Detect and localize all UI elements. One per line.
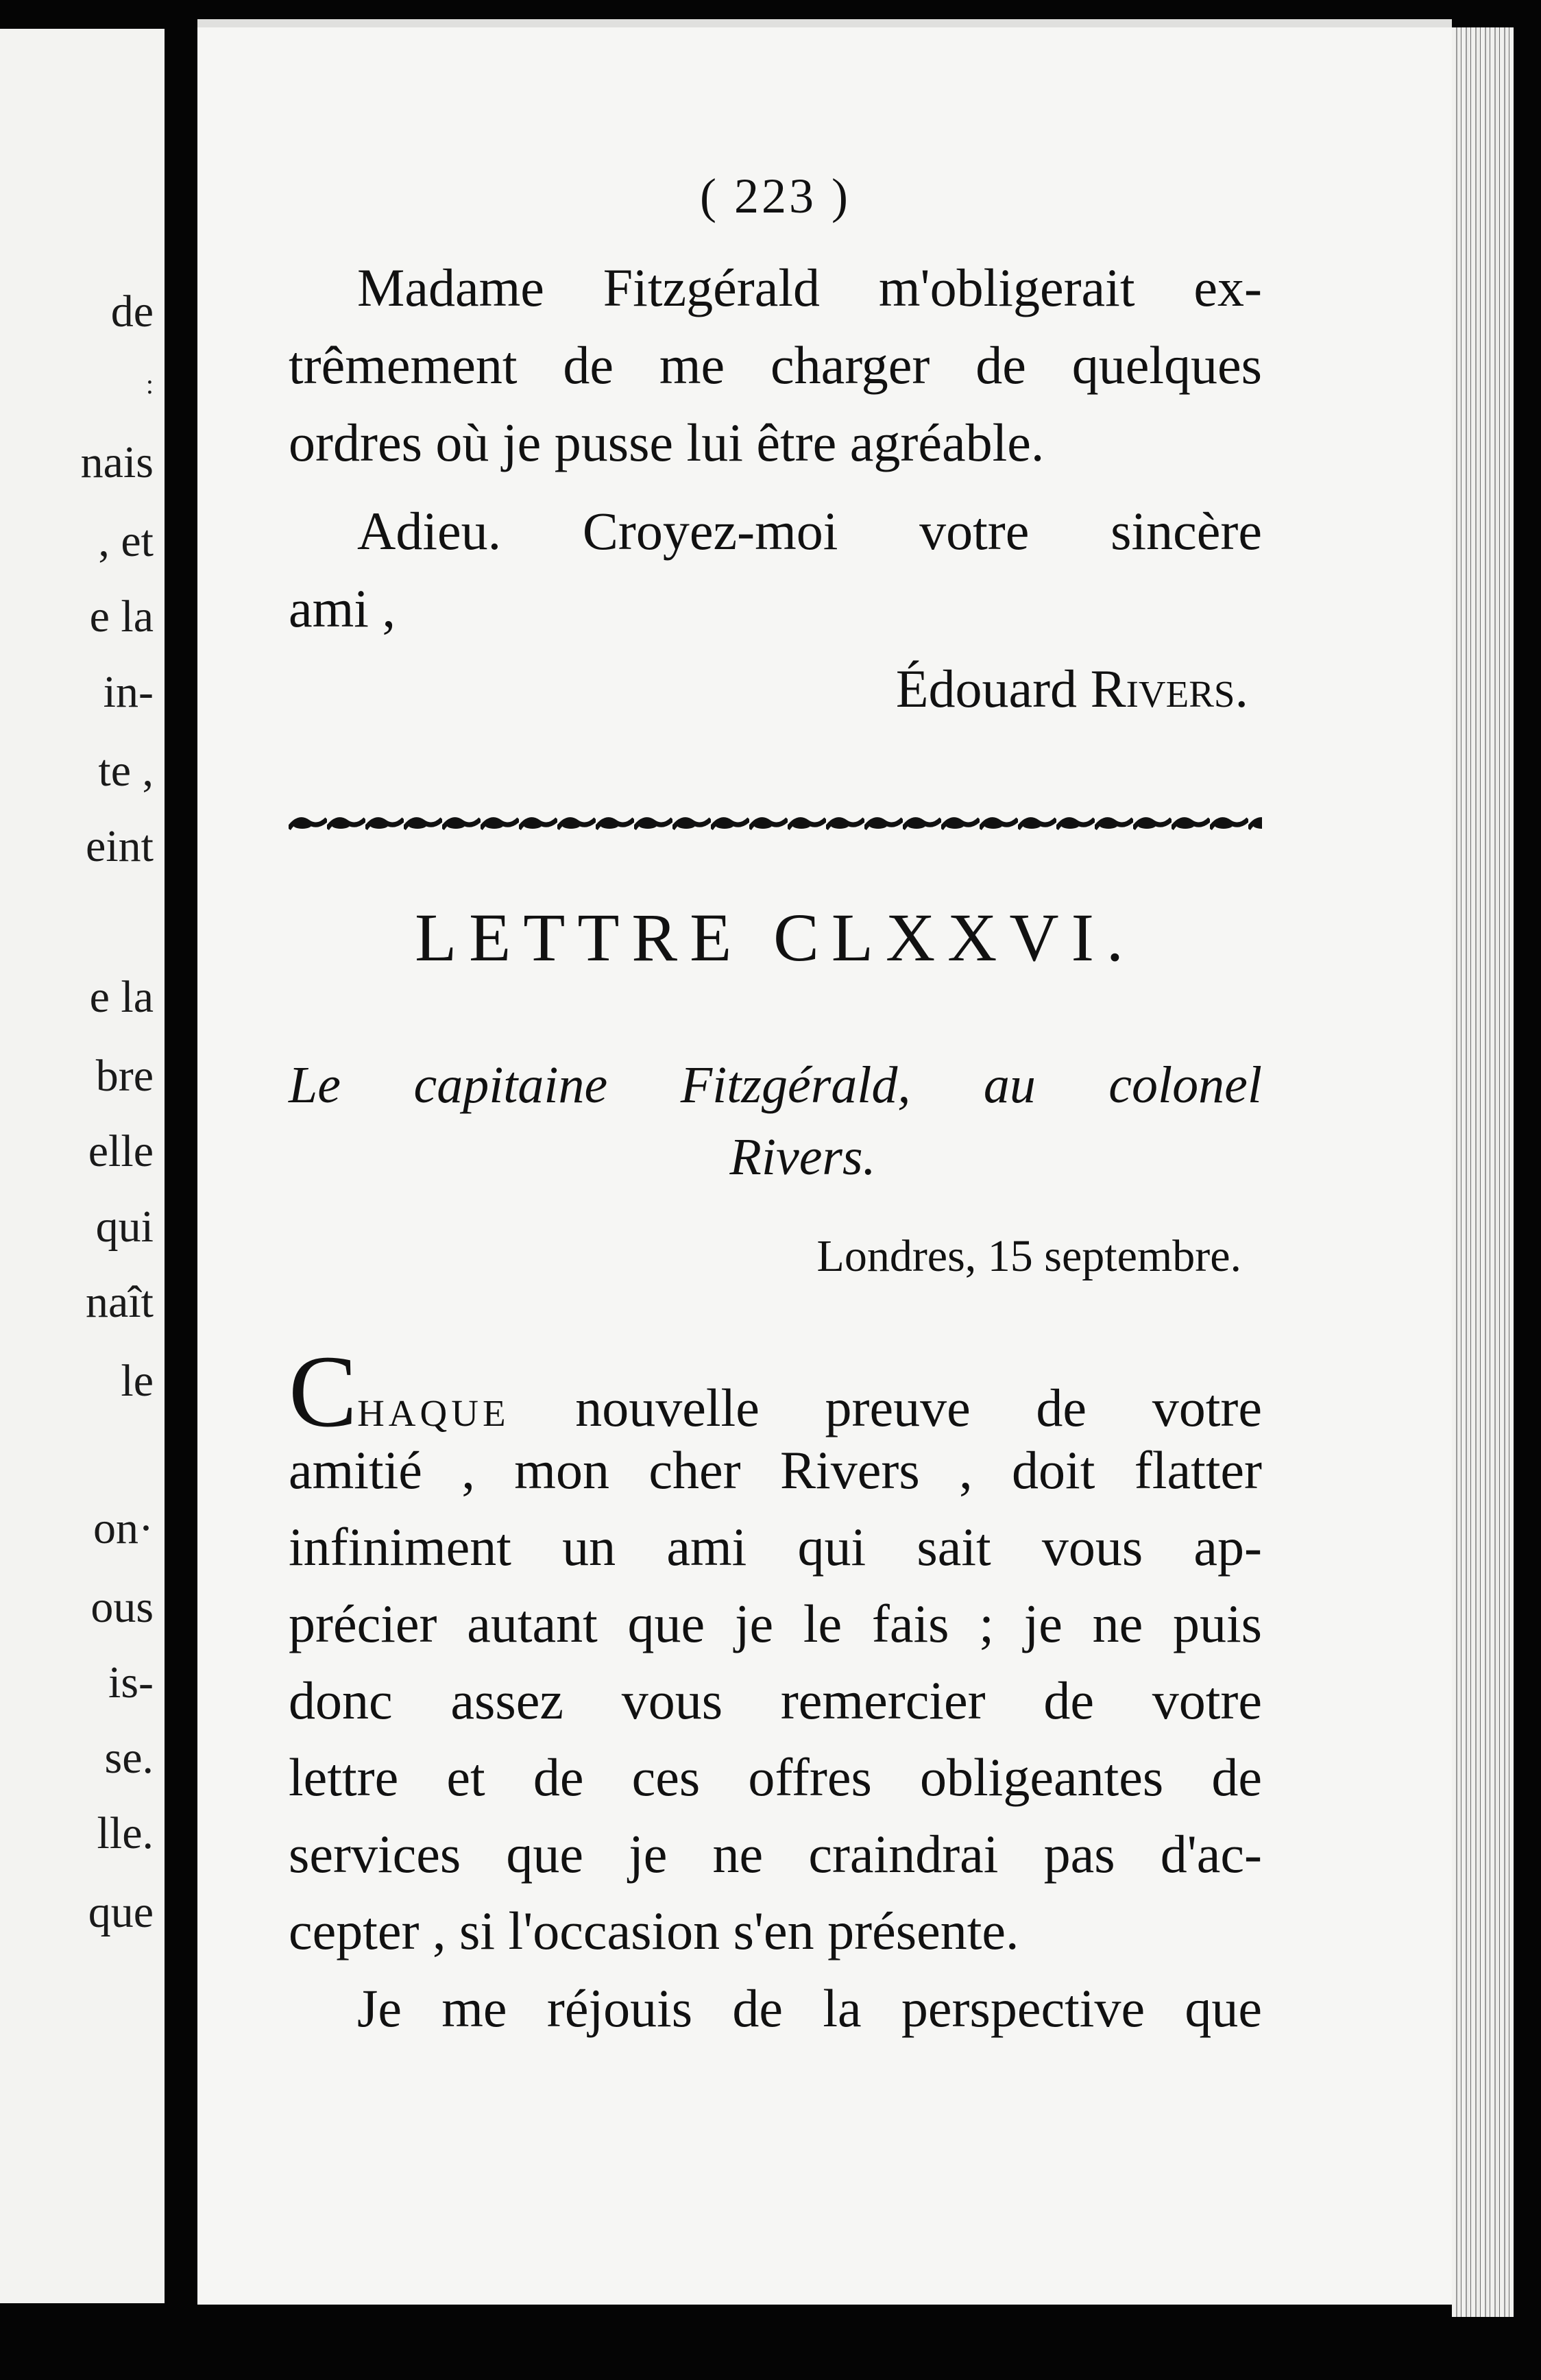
text-line: lettre et de ces offres obligeantes de xyxy=(289,1747,1262,1807)
fragment: e la xyxy=(89,972,154,1022)
text-line: Je me réjouis de la perspective que xyxy=(357,1978,1262,2038)
fragment: lle. xyxy=(97,1808,154,1858)
text-line: précier autant que je le fais ; je ne puis xyxy=(289,1594,1262,1653)
first-word-caps: haque xyxy=(357,1378,510,1437)
fragment: in- xyxy=(103,667,154,717)
signature xyxy=(289,658,1248,720)
text-line: amitié , mon cher Rivers , doit flatter xyxy=(289,1440,1262,1500)
letter-heading: LETTRE CLXXVI. xyxy=(415,899,1136,975)
text-line: ordres où je pusse lui être agréable. xyxy=(289,413,1045,472)
first-line-rest: nouvelle preuve de votre xyxy=(575,1378,1263,1437)
fragment: on· xyxy=(93,1503,154,1553)
signature-last-name: Rivers. xyxy=(1090,659,1248,718)
letter-subhead: Rivers. xyxy=(729,1128,876,1186)
drop-cap: C xyxy=(289,1335,358,1448)
fragment: qui xyxy=(95,1202,154,1252)
closing-line: Adieu. Croyez-moi votre sincère xyxy=(357,501,1262,561)
right-page xyxy=(197,27,1452,2305)
fragment: nais xyxy=(80,437,154,487)
fragment: e la xyxy=(89,592,154,642)
text-line: donc assez vous remercier de votre xyxy=(289,1671,1262,1730)
fragment: is- xyxy=(108,1657,154,1708)
opening-line xyxy=(289,1335,1263,1448)
text-line: services que je ne craindrai pas d'ac- xyxy=(289,1824,1262,1884)
signature-first-name: Édouard xyxy=(895,659,1078,718)
fragment: que xyxy=(88,1887,154,1937)
text-line: infiniment un ami qui sait vous ap- xyxy=(289,1517,1262,1577)
page-stack-edges xyxy=(1452,27,1514,2317)
closing-line: ami , xyxy=(289,579,396,638)
fragment: le xyxy=(121,1356,154,1406)
left-page-edge xyxy=(0,29,167,2303)
fragment: se. xyxy=(104,1733,154,1783)
text-line: trêmement de me charger de quelques xyxy=(289,335,1262,395)
fragment: , et xyxy=(98,516,154,566)
fragment: de xyxy=(110,287,154,337)
fragment: te , xyxy=(98,746,154,796)
text-line: Madame Fitzgérald m'obligerait ex- xyxy=(357,258,1262,317)
fragment: elle xyxy=(88,1126,154,1176)
page-number: ( 223 ) xyxy=(700,169,851,223)
book-gutter xyxy=(165,0,197,2380)
fragment: bre xyxy=(95,1051,154,1101)
fragment: eint xyxy=(86,821,154,871)
letter-subhead: Le capitaine Fitzgérald, au colonel xyxy=(289,1056,1262,1114)
dateline: Londres, 15 septembre. xyxy=(816,1231,1241,1281)
fragment: ous xyxy=(90,1582,154,1632)
text-line: cepter , si l'occasion s'en présente. xyxy=(289,1901,1019,1960)
ornamental-rule xyxy=(289,812,1262,836)
fragment: naît xyxy=(86,1277,154,1327)
fragment: : xyxy=(145,369,154,400)
